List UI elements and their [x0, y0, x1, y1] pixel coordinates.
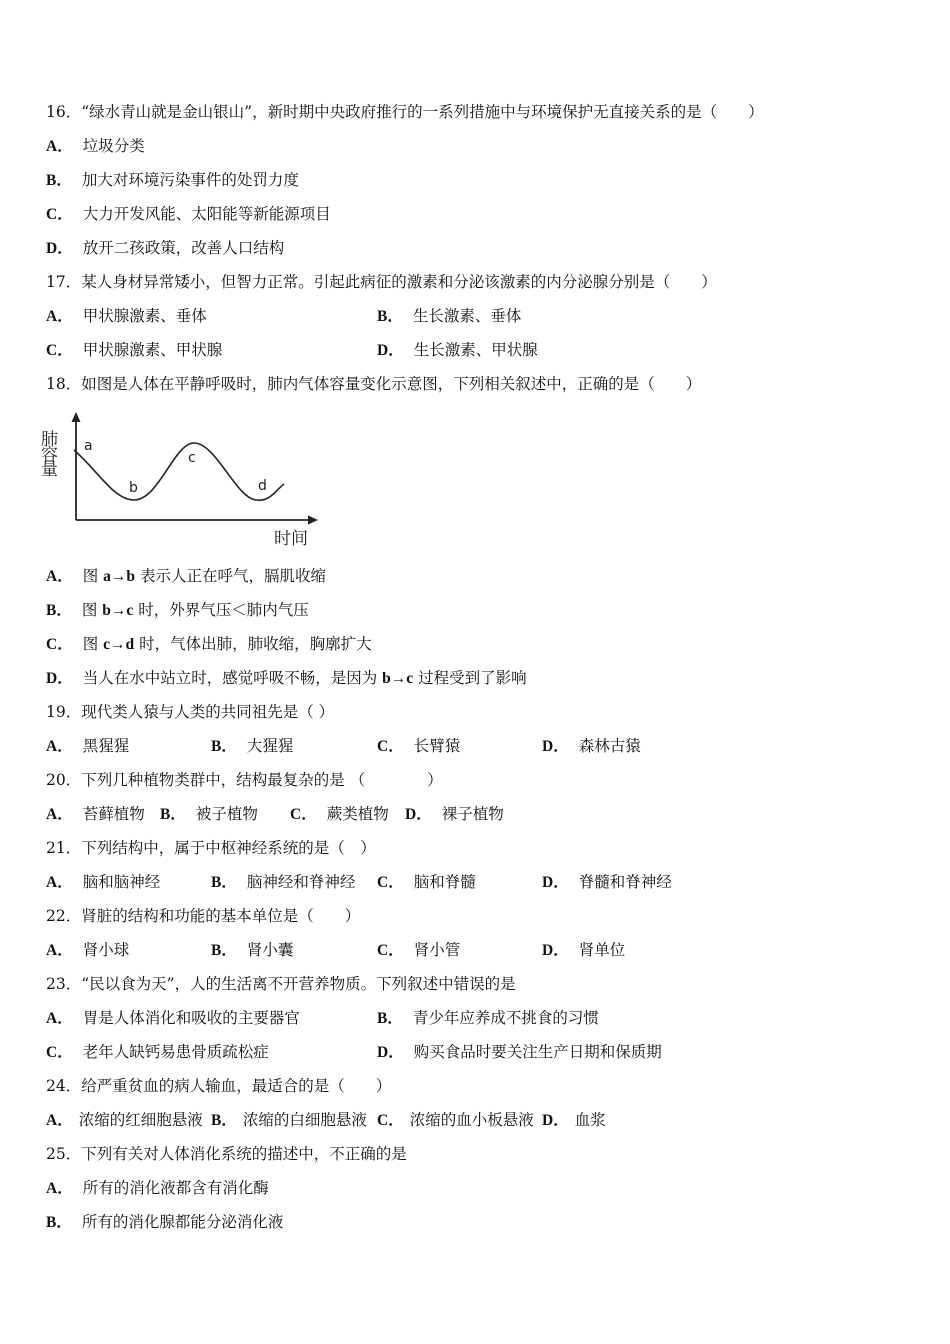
- option: D． 森林古猿: [542, 737, 641, 755]
- question-21-stem: 21．下列结构中，属于中枢神经系统的是（ ）: [46, 839, 376, 857]
- lung-volume-figure: [37, 408, 334, 553]
- question-23-stem: 23．“民以食为天”，人的生活离不开营养物质。下列叙述中错误的是: [46, 975, 516, 993]
- option: C． 老年人缺钙易患骨质疏松症: [46, 1043, 269, 1061]
- option: B． 被子植物: [160, 805, 258, 823]
- option: B． 所有的消化腺都能分泌消化液: [46, 1213, 284, 1231]
- point-label-b: b: [129, 480, 138, 496]
- y-axis-label: 肺容量: [37, 430, 57, 475]
- option: A． 肾小球: [46, 941, 130, 959]
- point-label-d: d: [258, 478, 267, 494]
- option: B． 大猩猩: [211, 737, 294, 755]
- option: C． 大力开发风能、太阳能等新能源项目: [46, 205, 331, 223]
- option: A． 苔藓植物: [46, 805, 145, 823]
- option: A． 脑和脑神经: [46, 873, 161, 891]
- option: D． 购买食品时要关注生产日期和保质期: [377, 1043, 662, 1061]
- option: A． 甲状腺激素、垂体: [46, 307, 207, 325]
- option: B． 生长激素、垂体: [377, 307, 522, 325]
- option: D． 裸子植物: [405, 805, 504, 823]
- option: C． 长臂猿: [377, 737, 461, 755]
- option: B． 青少年应养成不挑食的习惯: [377, 1009, 599, 1027]
- option: B． 肾小囊: [211, 941, 294, 959]
- x-axis-label: 时间: [274, 529, 308, 549]
- option: A． 胃是人体消化和吸收的主要器官: [46, 1009, 300, 1027]
- option: A． 浓缩的红细胞悬液: [46, 1111, 203, 1129]
- option: C． 浓缩的血小板悬液: [377, 1111, 534, 1129]
- option: D． 脊髓和脊神经: [542, 873, 672, 891]
- y-axis-arrow: [72, 412, 81, 422]
- question-24-stem: 24．给严重贫血的病人输血，最适合的是（ ）: [46, 1077, 392, 1095]
- option: A． 图 a→b 表示人正在呼气，膈肌收缩: [46, 567, 326, 585]
- point-label-c: c: [188, 450, 196, 466]
- option: D． 血浆: [542, 1111, 606, 1129]
- question-18-stem: 18．如图是人体在平静呼吸时，肺内气体容量变化示意图，下列相关叙述中，正确的是（ ）: [46, 375, 702, 393]
- point-label-a: a: [84, 438, 93, 454]
- question-20-stem: 20．下列几种植物类群中，结构最复杂的是 （ ）: [46, 771, 443, 789]
- option: C． 甲状腺激素、甲状腺: [46, 341, 223, 359]
- question-22-stem: 22．肾脏的结构和功能的基本单位是（ ）: [46, 907, 361, 925]
- volume-curve: [74, 443, 284, 500]
- option: B． 脑神经和脊神经: [211, 873, 356, 891]
- option: C． 脑和脊髓: [377, 873, 476, 891]
- question-19-stem: 19．现代类人猿与人类的共同祖先是（ ）: [46, 703, 335, 721]
- option: B． 加大对环境污染事件的处罚力度: [46, 171, 299, 189]
- option: D． 放开二孩政策，改善人口结构: [46, 239, 285, 257]
- option: B． 图 b→c 时，外界气压＜肺内气压: [46, 601, 309, 619]
- option: A． 所有的消化液都含有消化酶: [46, 1179, 269, 1197]
- option: D． 当人在水中站立时，感觉呼吸不畅，是因为 b→c 过程受到了影响: [46, 669, 527, 687]
- x-axis-arrow: [308, 516, 318, 525]
- question-25-stem: 25．下列有关对人体消化系统的描述中，不正确的是: [46, 1145, 407, 1163]
- question-16-stem: 16．“绿水青山就是金山银山”，新时期中央政府推行的一系列措施中与环境保护无直接关系的是（ ）: [46, 103, 764, 121]
- option: C． 图 c→d 时，气体出肺，肺收缩，胸廓扩大: [46, 635, 372, 653]
- option: A． 垃圾分类: [46, 137, 145, 155]
- question-17-stem: 17．某人身材异常矮小，但智力正常。引起此病征的激素和分泌该激素的内分泌腺分别是（ ）: [46, 273, 717, 291]
- option: D． 肾单位: [542, 941, 626, 959]
- option: A． 黑猩猩: [46, 737, 130, 755]
- option: D． 生长激素、甲状腺: [377, 341, 538, 359]
- option: C． 肾小管: [377, 941, 461, 959]
- option: B． 浓缩的白细胞悬液: [211, 1111, 367, 1129]
- option: C． 蕨类植物: [290, 805, 389, 823]
